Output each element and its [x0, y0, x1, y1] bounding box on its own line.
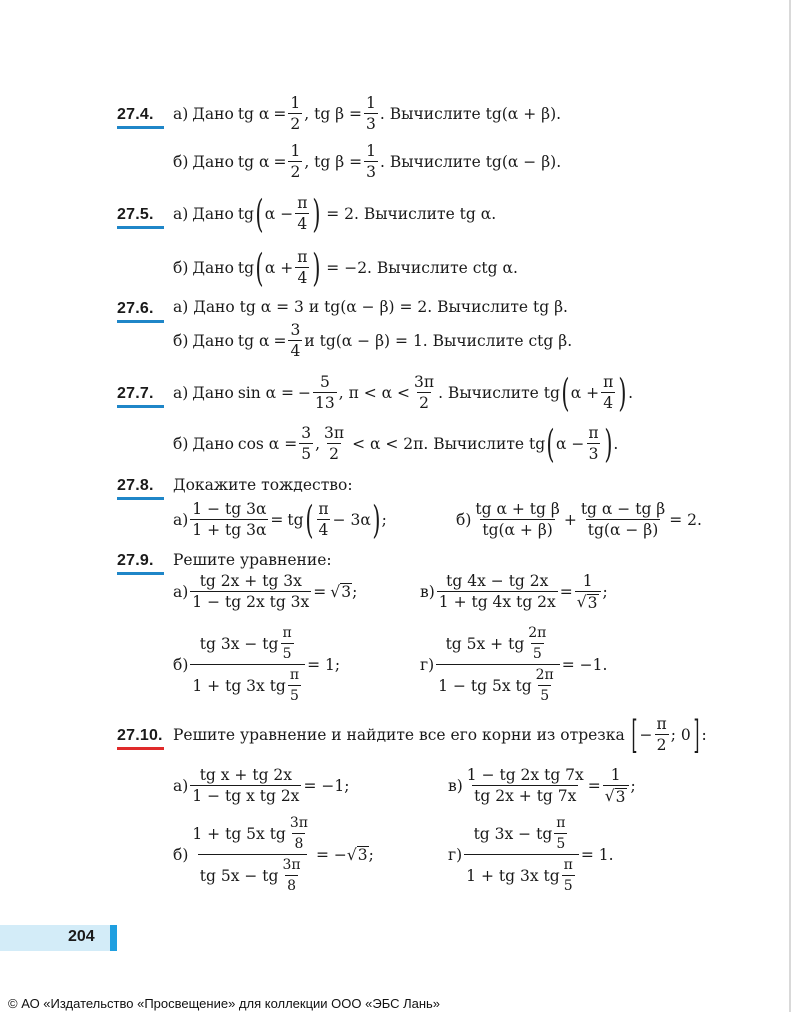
page-number-accent [110, 925, 117, 951]
problem-27-9-b [173, 623, 340, 706]
text: Дано [192, 331, 234, 350]
fraction: $\frac{3}{5}$ [301, 424, 312, 463]
problem-underline [117, 126, 164, 129]
text: ; 0 [670, 725, 691, 744]
text: = −2. Вычислите ctg α. [326, 258, 518, 277]
text: α + [570, 383, 600, 402]
problem-27-9-a [173, 571, 357, 612]
fraction: $\frac{\pi}{4}$ [297, 194, 308, 233]
item-label: б) [173, 258, 189, 277]
item-label: г) [420, 655, 435, 674]
sqrt: √ 3 [346, 845, 368, 864]
text: Дано [192, 204, 234, 223]
text: = [559, 582, 573, 601]
problem-27-7-b: б) Дано cos α = $\frac{3}{5}$ , $\frac{3\pi}{2}$ < α < 2π. Вычислите tg ( α − $\frac{\pi}{3}$ ) . [173, 421, 619, 466]
fraction: 1 √ 3 [603, 765, 629, 806]
text: ; [352, 582, 358, 601]
sqrt: √ 3 [330, 582, 352, 601]
text: . [613, 434, 619, 453]
problem-27-10-b [173, 813, 374, 896]
text: = −1. [561, 655, 608, 674]
item-label: б) [173, 655, 189, 674]
fraction: $\frac{\text{tg α + tg β}}{tg(\alpha + \beta)}$ [475, 500, 560, 539]
text: α − [264, 204, 294, 223]
item-label: а) [173, 383, 189, 402]
text: + [563, 510, 577, 529]
page-edge [789, 0, 791, 1012]
text: = [270, 510, 284, 529]
problem-number: 27.10. [117, 727, 163, 744]
text: = 2. Вычислите tg α. [326, 204, 497, 223]
fraction: $\frac{1}{2}$ [290, 142, 301, 181]
item-label: а) [173, 776, 189, 795]
problem-27-10-v [448, 765, 636, 806]
fraction: $\frac{1}{3}$ [366, 142, 377, 181]
fraction: $\frac{3\pi}{2}$ [414, 373, 435, 412]
problem-27-9-g [420, 623, 607, 706]
text: . Вычислите tg(α − β). [380, 152, 562, 171]
problem-stem: Решите уравнение: [173, 551, 332, 569]
text: tg α [237, 152, 270, 171]
item-label: а) [173, 104, 189, 123]
text: ; [602, 582, 608, 601]
text: − [639, 725, 653, 744]
fraction: tg 3x − tg $\frac{\pi}{5}$ 1 + tg 3x tg $\frac{\pi}{5}$ [464, 813, 579, 896]
item-label: а) [173, 582, 189, 601]
fraction: $\frac{\text{tg α − tg β}}{tg(\alpha - \beta)}$ [580, 500, 666, 539]
fraction: $\frac{1}{3}$ [366, 94, 376, 133]
problem-underline [117, 747, 164, 750]
text: , tg β = [304, 152, 363, 171]
fraction: $\frac{\text{1 − tg 2x tg 7x}}{tg 2x + tg 7x}$ [466, 766, 584, 805]
text: = [313, 582, 327, 601]
problem-27-6-a: а) Дано tg α = 3 и tg(α − β) = 2. Вычислите tg β. [173, 298, 568, 316]
problem-27-10-g [448, 813, 614, 896]
text: . Вычислите tg [438, 383, 560, 402]
item-label: б) [173, 434, 189, 453]
problem-27-8-a: а) $\frac{1 - tg 3\alpha}{1 + tg 3\alpha}$ = tg ( $\frac{\pi}{4}$ − 3α ) ; [173, 497, 387, 542]
item-label: в) [420, 582, 435, 601]
fraction: tg 5x + tg $\frac{2\pi}{5}$ 1 − tg 5x tg $\frac{2\pi}{5}$ [436, 623, 560, 706]
fraction: $\frac{\text{tg x + tg 2x}}{\text{1 − tg x tg 2x}}$ [192, 766, 300, 805]
text: − 3α [332, 510, 371, 529]
problem-27-5-b: б) Дано tg ( α + $\frac{\pi}{4}$ ) = −2. Вычислите ctg α. [173, 245, 518, 290]
text: tg [237, 258, 255, 277]
fraction: $\frac{1 - tg 3\alpha}{1 + tg 3\alpha}$ [192, 500, 267, 539]
page-number: 204 [68, 928, 95, 945]
problem-27-7-a: а) Дано sin α = − $\frac{5}{13}$ , π < α < $\frac{3\pi}{2}$ . Вычислите tg ( α + $\frac{\pi}{4}$ ) . [173, 370, 634, 415]
problem-27-5-a: а) Дано tg ( α − $\frac{\pi}{4}$ ) = 2. Вычислите tg α. [173, 191, 497, 236]
text: tg [237, 204, 254, 223]
text: − [298, 383, 312, 402]
text: = [273, 331, 287, 350]
item-label: в) [448, 776, 463, 795]
text: ; [630, 776, 636, 795]
item-label: б) [173, 152, 189, 171]
fraction: $\frac{\pi}{3}$ [588, 424, 599, 463]
problem-27-4-a [173, 93, 561, 134]
text: tg α [237, 104, 270, 123]
problem-stem: Докажите тождество: [173, 476, 353, 494]
problem-27-10-a [173, 765, 349, 806]
text: ; [368, 845, 374, 864]
fraction: tg 3x − tg $\frac{\pi}{5}$ 1 + tg 3x tg $\frac{\pi}{5}$ [190, 623, 305, 706]
text: tg α [237, 331, 270, 350]
text: Дано [192, 104, 234, 123]
problem-number: 27.4. [117, 106, 154, 123]
problem-underline [117, 497, 164, 500]
text: Дано [192, 383, 234, 402]
text: = [273, 152, 287, 171]
item-label: б) [173, 845, 189, 864]
fraction: $\frac{1}{2}$ [290, 94, 301, 133]
text: . Вычислите tg(α + β). [379, 104, 562, 123]
problem-27-4-b [173, 141, 561, 182]
fraction: 1 + tg 5x tg $\frac{3\pi}{8}$ tg 5x − tg $\frac{3\pi}{8}$ [192, 815, 308, 894]
text: Дано [192, 434, 234, 453]
copyright-notice: © АО «Издательство «Просвещение» для коллекции ООО «ЭБС Лань» [8, 996, 441, 1011]
problem-27-8-b [456, 499, 702, 540]
fraction: $\frac{\pi}{4}$ [603, 373, 614, 412]
text: = 1. [580, 845, 614, 864]
fraction: $\frac{5}{13}$ [315, 373, 335, 412]
item-label: а) [173, 510, 189, 529]
text: Решите уравнение и найдите все его корни из отрезка [173, 725, 625, 744]
fraction: 1 √ 3 [575, 571, 601, 612]
problem-27-6-b [173, 320, 572, 361]
text: cos α = [237, 434, 298, 453]
text: tg [287, 510, 304, 529]
fraction: $\frac{\pi}{4}$ [297, 248, 308, 287]
fraction: $\frac{tg 4x - tg 2x}{\text{1 + tg 4x tg 2x}}$ [438, 572, 556, 611]
text: , tg β = [304, 104, 363, 123]
text: , [315, 434, 320, 453]
text: < α < 2π. Вычислите tg [352, 434, 546, 453]
problem-number: 27.5. [117, 206, 154, 223]
text: : [701, 725, 707, 744]
fraction: $\frac{3\pi}{2}$ [324, 424, 345, 463]
text: = 2. [669, 510, 702, 529]
fraction: $\frac{3}{4}$ [290, 321, 301, 360]
text: и tg(α − β) = 1. Вычислите ctg β. [304, 331, 573, 350]
text: sin α = [237, 383, 295, 402]
text: , π < α < [338, 383, 411, 402]
problem-number: 27.7. [117, 385, 154, 402]
item-label: б) [173, 331, 189, 350]
fraction: $\frac{\pi}{4}$ [318, 500, 329, 539]
fraction: $\frac{\pi}{2}$ [656, 715, 667, 754]
problem-underline [117, 572, 164, 575]
text: = [273, 104, 287, 123]
problem-underline [117, 320, 164, 323]
text: ; [381, 510, 387, 529]
item-label: г) [448, 845, 463, 864]
text: . [628, 383, 634, 402]
text: Дано [192, 152, 234, 171]
item-label: а) [173, 204, 189, 223]
problem-underline [117, 405, 164, 408]
fraction: $\frac{tg 2x + tg 3x}{\text{1 − tg 2x tg 3x}}$ [192, 572, 310, 611]
text: α + [264, 258, 294, 277]
problem-stem: Решите уравнение и найдите все его корни из отрезка [ − $\frac{\pi}{2}$ ; 0 ] : [173, 712, 707, 757]
problem-number: 27.9. [117, 552, 154, 569]
problem-number: 27.8. [117, 477, 154, 494]
problem-27-9-v [420, 571, 608, 612]
problem-number: 27.6. [117, 300, 154, 317]
text: = − [315, 845, 347, 864]
problem-underline [117, 226, 164, 229]
item-label: б) [456, 510, 472, 529]
text: = 1; [307, 655, 341, 674]
text: = [587, 776, 601, 795]
text: Дано [192, 258, 234, 277]
text: = −1; [303, 776, 350, 795]
text: α − [556, 434, 585, 453]
